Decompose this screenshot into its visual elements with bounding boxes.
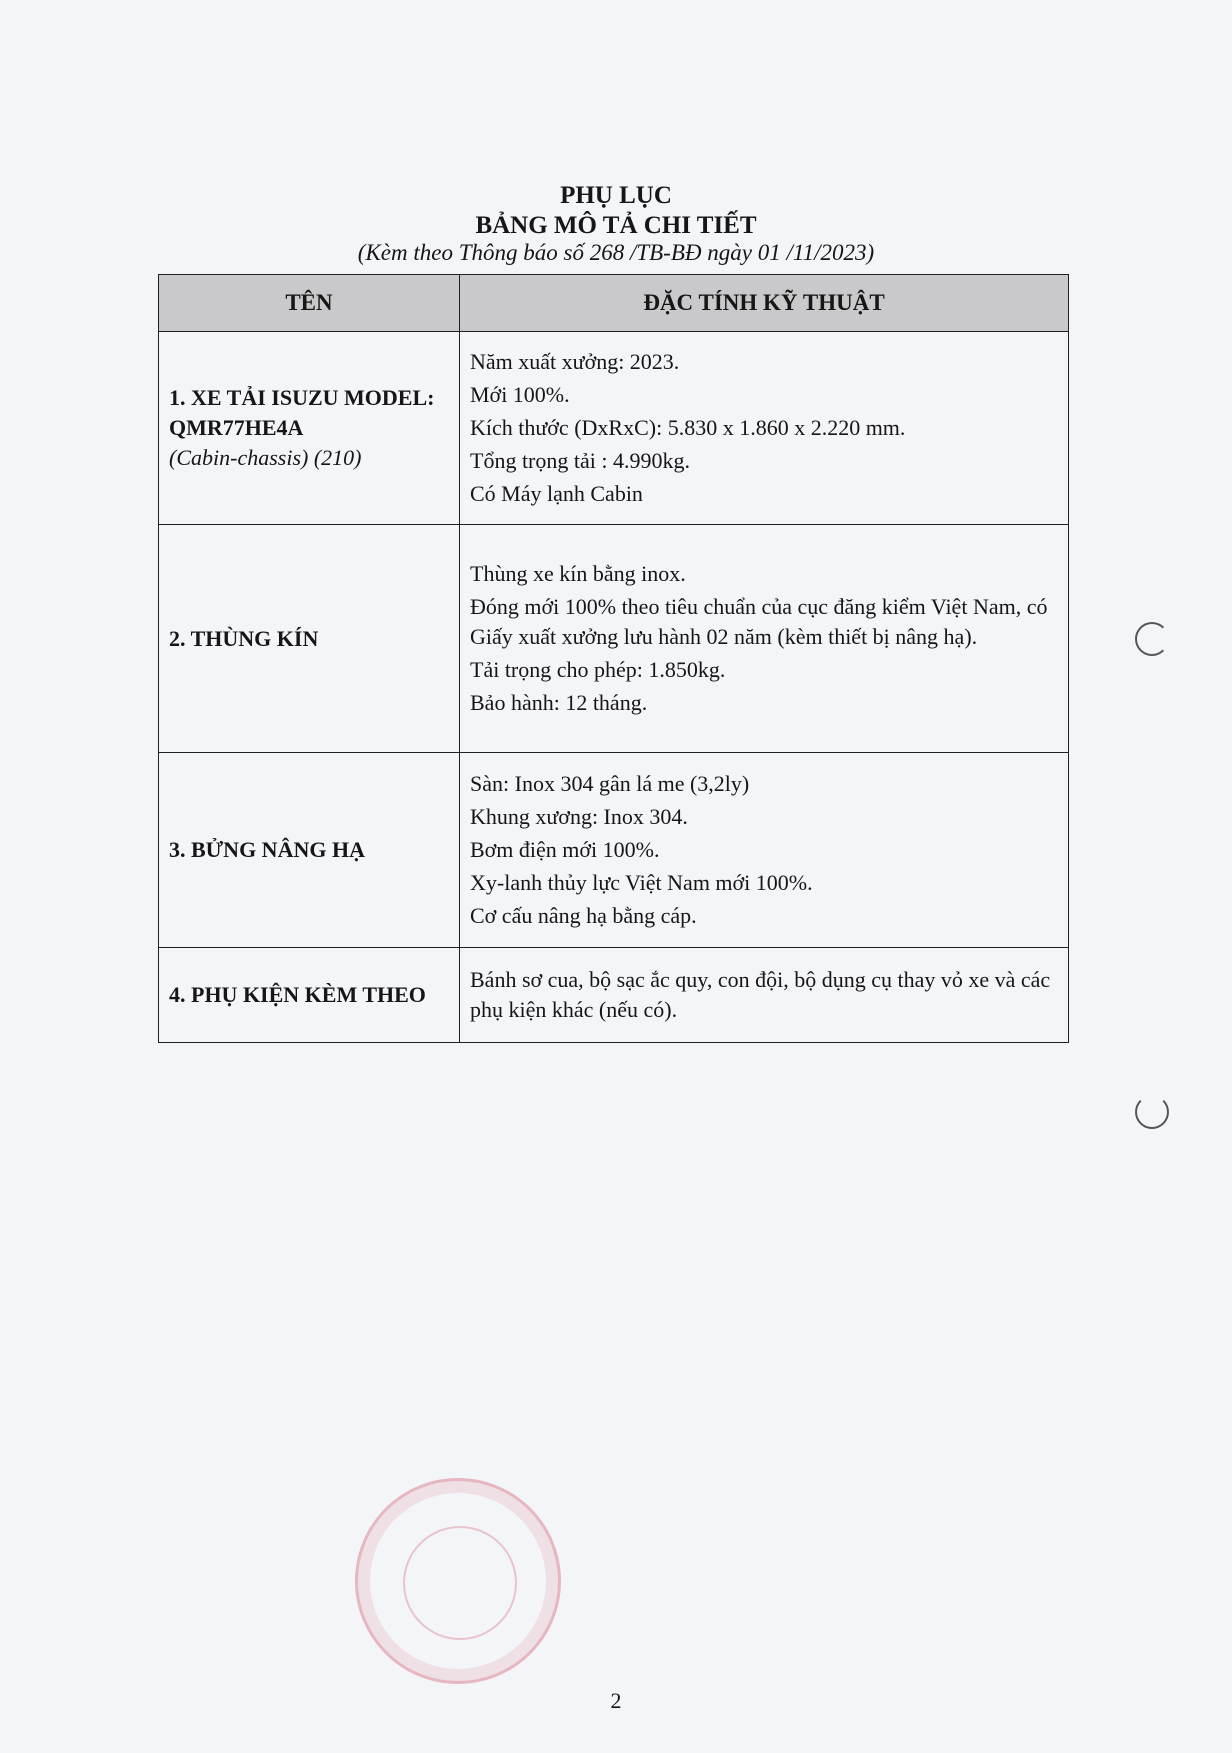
table-row xyxy=(159,525,1069,753)
item-name-cell xyxy=(159,332,460,525)
table-row xyxy=(159,753,1069,948)
item-name-cell xyxy=(159,525,460,753)
page-number: 2 xyxy=(610,1688,622,1713)
spec-line: Năm xuất xưởng: 2023. xyxy=(470,349,680,374)
spec-line: Sàn: Inox 304 gân lá me (3,2ly) xyxy=(470,771,750,796)
table-row xyxy=(159,332,1069,525)
reference-note: (Kèm theo Thông báo số 268 /TB-BĐ ngày 01 /11/2023) xyxy=(357,240,875,265)
spec-line: Tổng trọng tải : 4.990kg. xyxy=(470,448,690,473)
item-name-cell xyxy=(159,948,460,1043)
item-specs-cell xyxy=(460,332,1069,525)
punch-hole-mark xyxy=(1135,622,1169,656)
spec-line: Thùng xe kín bằng inox. xyxy=(470,561,686,586)
spec-line: Bơm điện mới 100%. xyxy=(470,837,660,862)
item-name-cell xyxy=(159,753,460,948)
seal-inner-ring xyxy=(403,1526,517,1640)
item-name: 1. XE TẢI ISUZU MODEL: QMR77HE4A xyxy=(169,385,435,440)
faded-seal-stamp xyxy=(355,1478,561,1684)
appendix-title: PHỤ LỤC xyxy=(560,182,672,209)
item-name: 4. PHỤ KIỆN KÈM THEO xyxy=(169,982,426,1007)
spec-line: Khung xương: Inox 304. xyxy=(470,804,688,829)
table-title: BẢNG MÔ TẢ CHI TIẾT xyxy=(475,212,757,239)
item-specs-cell xyxy=(460,525,1069,753)
spec-line: Tải trọng cho phép: 1.850kg. xyxy=(470,657,726,682)
spec-line: Mới 100%. xyxy=(470,382,570,407)
item-specs-cell xyxy=(460,753,1069,948)
item-name: 2. THÙNG KÍN xyxy=(169,625,319,651)
item-name: 3. BỬNG NÂNG HẠ xyxy=(169,837,365,862)
spec-table xyxy=(158,274,1069,1043)
spec-line: Bảo hành: 12 tháng. xyxy=(470,690,648,715)
item-subtitle: (Cabin-chassis) (210) xyxy=(169,445,362,470)
item-specs-cell xyxy=(460,948,1069,1043)
spec-line: Đóng mới 100% theo tiêu chuẩn của cục đăng kiểm Việt Nam, có Giấy xuất xưởng lưu hành 02 năm (kèm thiết bị nâng hạ). xyxy=(470,594,1048,649)
punch-hole-mark xyxy=(1135,1095,1169,1129)
spec-line: Kích thước (DxRxC): 5.830 x 1.860 x 2.220 mm. xyxy=(470,415,906,440)
spec-line: Xy-lanh thủy lực Việt Nam mới 100%. xyxy=(470,870,813,895)
table-header-row xyxy=(159,275,1069,332)
spec-line: Có Máy lạnh Cabin xyxy=(470,481,643,506)
table-row xyxy=(159,948,1069,1043)
header-specs: ĐẶC TÍNH KỸ THUẬT xyxy=(460,275,1069,332)
spec-line: Bánh sơ cua, bộ sạc ắc quy, con đội, bộ dụng cụ thay vỏ xe và các phụ kiện khác (nếu có). xyxy=(470,967,1051,1022)
spec-line: Cơ cấu nâng hạ bằng cáp. xyxy=(470,903,697,928)
header-name: TÊN xyxy=(159,275,460,332)
